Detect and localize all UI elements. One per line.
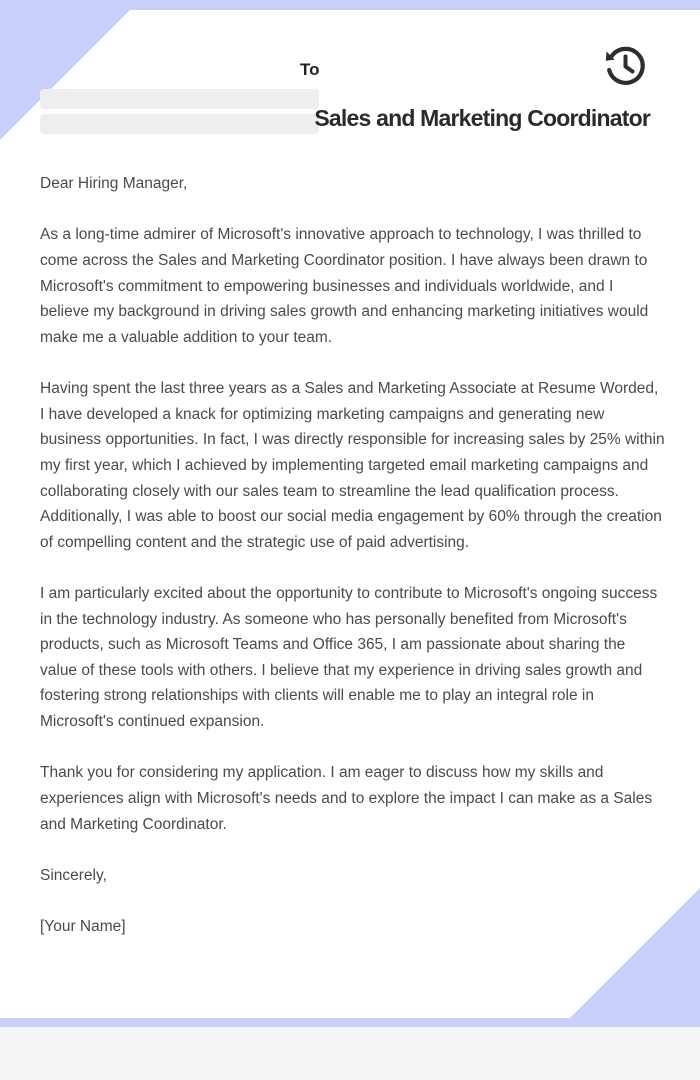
to-label: To: [300, 60, 320, 79]
paragraph-1: As a long-time admirer of Microsoft's innovative approach to technology, I was thrilled to come across the Sales and Marketing Coordinator position. I have always been drawn to Microsoft's commitment to empowering businesses and individuals worldwide, and I believe my background in driving sales growth and enhancing marketing initiatives would make me a valuable addition to your team.: [40, 226, 649, 346]
letter-body: [40, 171, 665, 966]
salutation: Dear Hiring Manager,: [40, 175, 188, 192]
closing: Sincerely,: [40, 867, 107, 885]
recipient-address-line-1: [40, 89, 319, 109]
paragraph-4: Thank you for considering my application. I am eager to discuss how my skills and experiences align with Microsoft's needs and to explore the impact I can make as a Sales and Marketing Coordinator.: [40, 764, 653, 833]
paragraph-2: Having spent the last three years as a Sales and Marketing Associate at Resume Worded, I have developed a knack for optimizing marketing campaigns and generating new business opportunities. In fact, I was directly responsible for increasing sales by 25% within my first year, which I achieved by implementing targeted email marketing campaigns and collaborating closely with our sales team to streamline the lead qualification process. Additionally, I was able to boost our social media engagement by 60% through the creation of compelling content and the strategic use of paid advertising.: [40, 380, 665, 551]
history-icon: [603, 43, 647, 87]
page-footer-background: [0, 1027, 700, 1080]
paragraph-3: I am particularly excited about the opportunity to contribute to Microsoft's ongoing success in the technology industry. As someone who has personally benefited from Microsoft's products, such as Microsoft Teams and Office 365, I am passionate about sharing the value of these tools with others. I believe that my experience in driving sales growth and fostering strong relationships with clients will enable me to play an integral role in Microsoft's continued expansion.: [40, 585, 658, 731]
signature: [Your Name]: [40, 918, 126, 936]
job-title: Sales and Marketing Coordinator: [314, 105, 650, 131]
recipient-address-line-2: [40, 114, 319, 134]
